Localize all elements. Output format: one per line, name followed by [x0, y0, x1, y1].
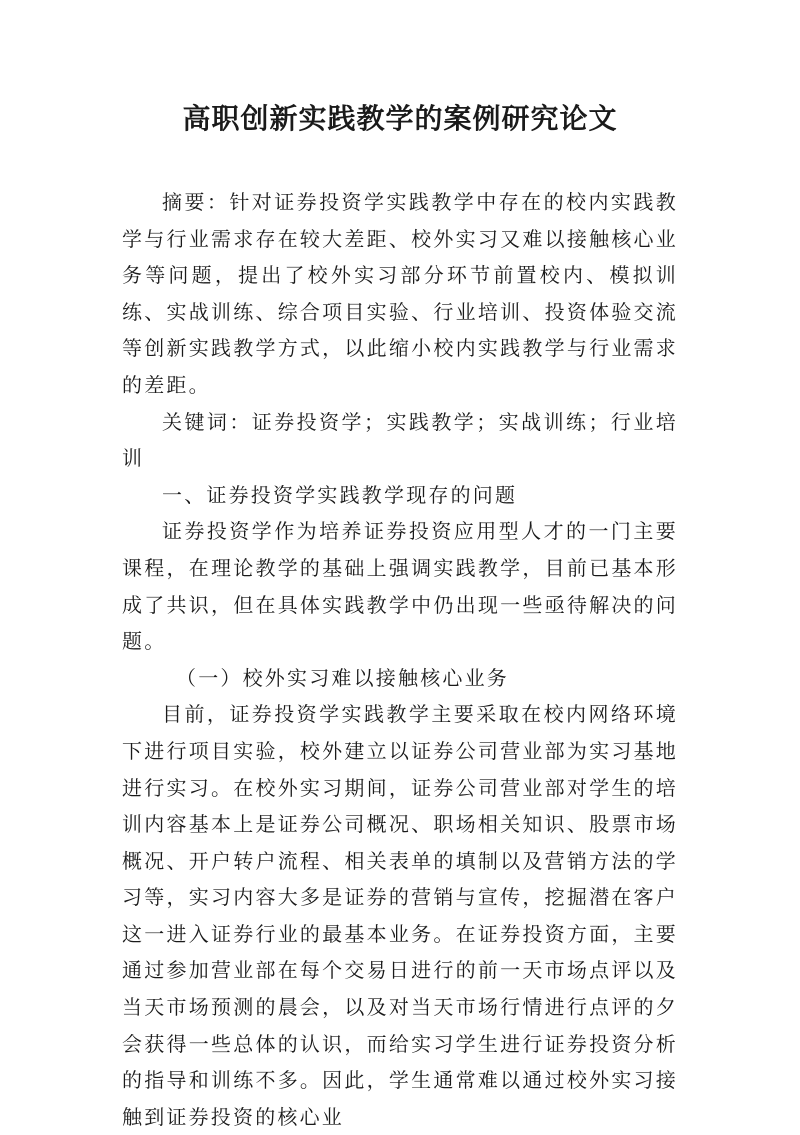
keywords-paragraph: 关键词：证券投资学；实践教学；实战训练；行业培训 — [122, 409, 678, 471]
body-paragraph: 证券投资学作为培养证券投资应用型人才的一门主要课程，在理论教学的基础上强调实践教学，目前已基本形成了共识，但在具体实践教学中仍出现一些亟待解决的问题。 — [122, 519, 678, 654]
abstract-paragraph: 摘要：针对证券投资学实践教学中存在的校内实践教学与行业需求存在较大差距、校外实习又难以接触核心业务等问题，提出了校外实习部分环节前置校内、模拟训练、实战训练、综合项目实验、行业培训、投资体验交流等创新实践教学方式，以此缩小校内实践教学与行业需求的差距。 — [122, 190, 678, 397]
document-body — [122, 184, 678, 1135]
body-paragraph: 目前，证券投资学实践教学主要采取在校内网络环境下进行项目实验，校外建立以证券公司营业部为实习基地进行实习。在校外实习期间，证券公司营业部对学生的培训内容基本上是证券公司概况、职场相关知识、股票市场概况、开户转户流程、相关表单的填制以及营销方法的学习等，实习内容大多是证券的营销与宣传，挖掘潜在客户这一进入证券行业的最基本业务。在证券投资方面，主要通过参加营业部在每个交易日进行的前一天市场点评以及当天市场预测的晨会，以及对当天市场行情进行点评的夕会获得一些总体的认识，而给实习学生进行证券投资分析的指导和训练不多。因此，学生通常难以通过校外实习接触到证券投资的核心业 — [122, 702, 678, 1129]
document-title: 高职创新实践教学的案例研究论文 — [182, 102, 618, 135]
subsection-heading: （一）校外实习难以接触核心业务 — [176, 665, 509, 690]
section-heading: 一、证券投资学实践教学现存的问题 — [162, 482, 518, 507]
